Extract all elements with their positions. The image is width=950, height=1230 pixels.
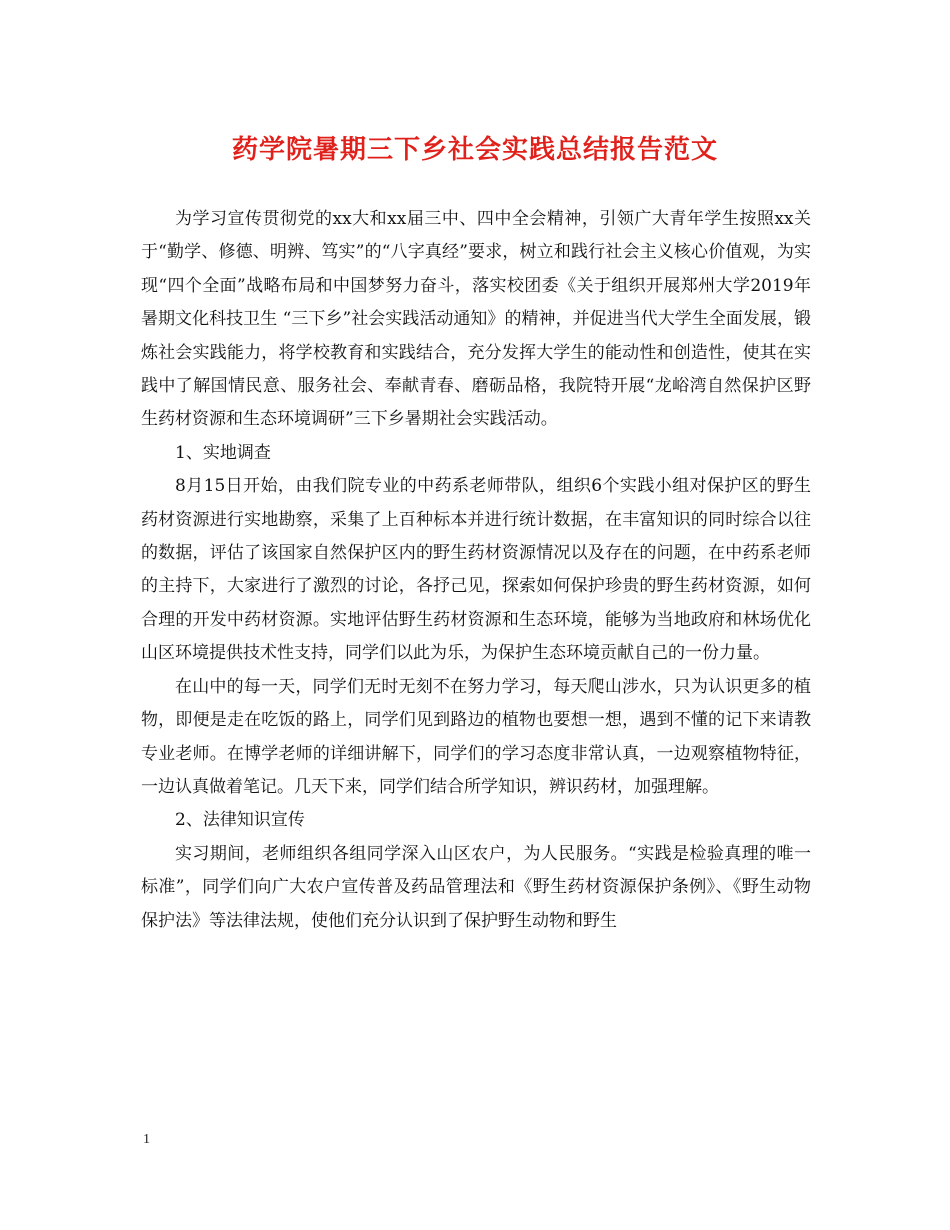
page-number: 1 (143, 1132, 150, 1147)
paragraph-intro: 为学习宣传贯彻党的xx大和xx届三中、四中全会精神，引领广大青年学生按照xx关于“勤学、修德、明辨、笃实”的“八字真经”要求，树立和践行社会主义核心价值观，为实现“四个全面”战略布局和中国梦努力奋斗，落实校团委《关于组织开展郑州大学2019年暑期文化科技卫生 “三下乡”社会实践活动通知》的精神，并促进当代大学生全面发展，锻炼社会实践能力，将学校教育和实践结合，充分发挥大学生的能动性和创造性，使其在实践中了解国情民意、服务社会、奉献青春、磨砺品格，我院特开展“龙峪湾自然保护区野生药材资源和生态环境调研”三下乡暑期社会实践活动。 (141, 209, 811, 430)
section-heading-field-survey: 1、实地调查 (175, 442, 271, 463)
section-heading-law-promotion: 2、法律知识宣传 (175, 810, 305, 831)
document-title: 药学院暑期三下乡社会实践总结报告范文 (231, 135, 718, 165)
paragraph-mountain-study: 在山中的每一天，同学们无时无刻不在努力学习，每天爬山涉水，只为认识更多的植物，即便是走在吃饭的路上，同学们见到路边的植物也要想一想，遇到不懂的记下来请教专业老师。在博学老师的详细讲解下，同学们的学习态度非常认真，一边观察植物特征，一边认真做着笔记。几天下来，同学们结合所学知识，辨识药材，加强理解。 (141, 676, 811, 797)
paragraph-law-promotion: 实习期间，老师组织各组同学深入山区农户，为人民服务。“实践是检验真理的唯一标准”，同学们向广大农户宣传普及药品管理法和《野生药材资源保护条例》、《野生动物保护法》等法律法规，使他们充分认识到了保护野生动物和野生 (141, 843, 811, 931)
paragraph-field-survey: 8月15日开始，由我们院专业的中药系老师带队，组织6个实践小组对保护区的野生药材资源进行实地勘察，采集了上百种标本并进行统计数据，在丰富知识的同时综合以往的数据，评估了该国家自然保护区内的野生药材资源情况以及存在的问题，在中药系老师的主持下，大家进行了激烈的讨论，各抒己见，探索如何保护珍贵的野生药材资源，如何合理的开发中药材资源。实地评估野生药材资源和生态环境，能够为当地政府和林场优化山区环境提供技术性支持，同学们以此为乐，为保护生态环境贡献自己的一份力量。 (141, 476, 811, 664)
document-body (141, 203, 811, 938)
